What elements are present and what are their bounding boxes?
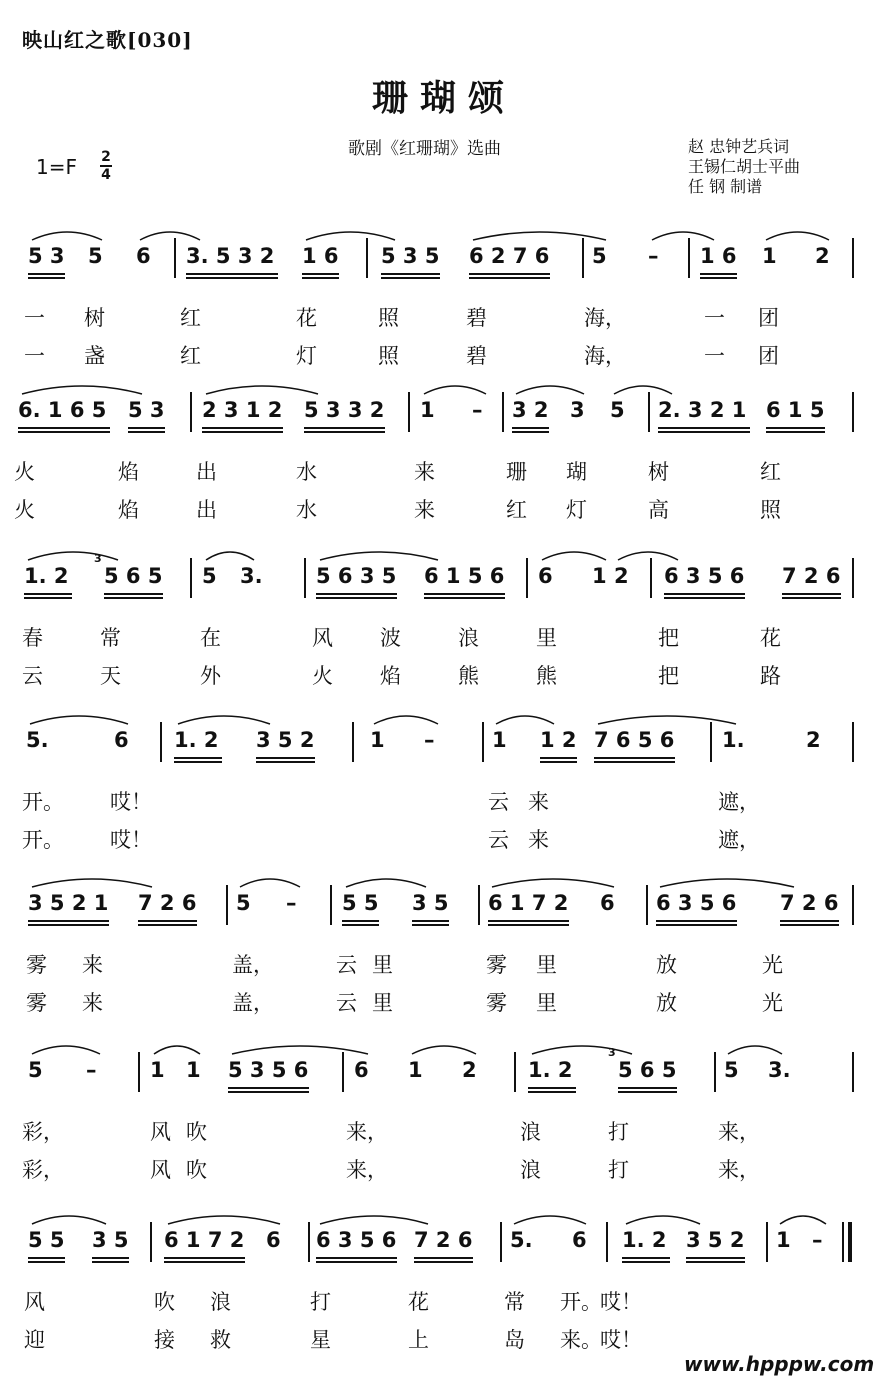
lyric-verse2: 放 xyxy=(656,991,677,1015)
lyric-verse2: 里 xyxy=(372,991,393,1015)
lyric-verse1: 出 xyxy=(196,460,217,484)
lyric-verse1: 云 xyxy=(336,953,357,977)
lyric-verse1: 遮， xyxy=(718,790,760,814)
note-group: 2. 3 2 1 xyxy=(658,398,747,422)
lyric-verse1: 一 xyxy=(24,306,45,330)
credit-composer: 王锡仁胡士平曲 xyxy=(688,157,801,176)
note-group: 2 xyxy=(614,564,629,588)
lyric-verse2: 遮， xyxy=(718,828,760,852)
lyric-verse1: 在 xyxy=(200,626,221,650)
bar-line xyxy=(852,722,854,762)
lyric-verse2: 火 xyxy=(312,664,333,688)
note-group: – xyxy=(812,1228,823,1252)
note-group: 1 xyxy=(592,564,607,588)
lyric-verse1: 水 xyxy=(296,460,317,484)
bar-line xyxy=(174,238,176,278)
bar-line xyxy=(606,1222,608,1262)
lyric-verse2: 上 xyxy=(408,1328,429,1352)
lyric-verse2: 天 xyxy=(100,664,121,688)
slur-arc xyxy=(614,386,672,394)
bar-line xyxy=(852,1052,854,1092)
lyric-verse1: 雾 xyxy=(26,953,47,977)
lyric-verse1: 海， xyxy=(584,306,626,330)
note-group: 6 3 5 6 xyxy=(656,891,737,915)
lyric-verse2: 焰 xyxy=(380,664,401,688)
key-signature: 1=F xyxy=(36,155,77,179)
bar-line xyxy=(478,885,480,925)
slur-arc xyxy=(780,1216,826,1224)
note-group: 5 3 xyxy=(28,244,65,268)
bar-line xyxy=(304,558,306,598)
slur-arc xyxy=(532,1046,632,1054)
note-group: 6 1 5 xyxy=(766,398,825,422)
note-group: 5 xyxy=(28,1058,43,1082)
note-group: 1. xyxy=(722,728,745,752)
note-group: 3. xyxy=(768,1058,791,1082)
slur-arc xyxy=(542,552,606,560)
note-group: 3. 5 3 2 xyxy=(186,244,275,268)
lyric-verse2: 哎！ xyxy=(110,828,152,852)
bar-line xyxy=(526,558,528,598)
note-group: 5 3 5 6 xyxy=(228,1058,309,1082)
final-bar-line xyxy=(848,1222,852,1262)
lyric-verse2: 云 xyxy=(336,991,357,1015)
note-group: 6 xyxy=(572,1228,587,1252)
slur-arc xyxy=(22,386,142,394)
bar-line xyxy=(710,722,712,762)
slur-arc xyxy=(32,1216,106,1224)
note-group: 5 xyxy=(592,244,607,268)
lyric-verse2: 外 xyxy=(200,664,221,688)
lyric-verse2: 哎！ xyxy=(600,1328,642,1352)
slur-arc xyxy=(424,386,486,394)
slur-arc xyxy=(412,1046,476,1054)
slur-arc xyxy=(660,879,794,887)
note-group: 6 3 5 6 xyxy=(316,1228,397,1252)
lyric-verse2: 出 xyxy=(196,498,217,522)
lyric-verse2: 接 xyxy=(154,1328,175,1352)
note-group: 6 xyxy=(136,244,151,268)
lyric-verse1: 花 xyxy=(296,306,317,330)
bar-line xyxy=(514,1052,516,1092)
lyric-verse1: 焰 xyxy=(118,460,139,484)
lyric-verse1: 花 xyxy=(760,626,781,650)
note-group: 5 xyxy=(202,564,217,588)
note-group: – xyxy=(648,244,659,268)
lyric-verse1: 彩， xyxy=(22,1120,64,1144)
note-group: 6. 1 6 5 xyxy=(18,398,107,422)
note-group: 7 6 5 6 xyxy=(594,728,675,752)
lyric-verse2: 熊 xyxy=(458,664,479,688)
bar-line xyxy=(582,238,584,278)
bar-line xyxy=(330,885,332,925)
bar-line xyxy=(366,238,368,278)
lyric-verse2: 红 xyxy=(506,498,527,522)
lyric-verse1: 风 xyxy=(150,1120,171,1144)
note-group: 1. 2 xyxy=(24,564,69,588)
note-group: 1. 2 xyxy=(528,1058,573,1082)
lyric-verse2: 彩， xyxy=(22,1158,64,1182)
note-group: 1 xyxy=(492,728,507,752)
lyric-verse2: 来。 xyxy=(560,1328,602,1352)
lyric-verse1: 雾 xyxy=(486,953,507,977)
slur-arc xyxy=(154,1046,200,1054)
note-group: 6 xyxy=(600,891,615,915)
bar-line xyxy=(646,885,648,925)
lyric-verse2: 把 xyxy=(658,664,679,688)
slur-arc xyxy=(206,386,318,394)
slur-arc xyxy=(496,716,554,724)
lyric-verse1: 里 xyxy=(536,953,557,977)
note-group: 7 2 6 xyxy=(780,891,839,915)
note-group: 3. xyxy=(240,564,263,588)
lyric-verse1: 开。 xyxy=(22,790,64,814)
lyric-verse2: 来， xyxy=(718,1158,760,1182)
note-group: 2 3 1 2 xyxy=(202,398,283,422)
bar-line xyxy=(688,238,690,278)
lyric-verse1: 里 xyxy=(536,626,557,650)
lyric-verse1: 树 xyxy=(84,306,105,330)
lyric-verse1: 风 xyxy=(24,1290,45,1314)
note-group: 6 1 7 2 xyxy=(164,1228,245,1252)
lyric-verse1: 春 xyxy=(22,626,43,650)
bar-line xyxy=(766,1222,768,1262)
lyric-verse2: 里 xyxy=(536,991,557,1015)
slur-arc xyxy=(178,716,270,724)
note-group: 6 xyxy=(538,564,553,588)
lyric-verse1: 红 xyxy=(180,306,201,330)
note-group: 2 xyxy=(815,244,830,268)
slur-arc xyxy=(30,716,128,724)
lyric-verse2: 雾 xyxy=(26,991,47,1015)
note-group: 1 2 xyxy=(540,728,577,752)
note-group: 6 xyxy=(354,1058,369,1082)
note-group: 3 5 xyxy=(412,891,449,915)
bar-line xyxy=(342,1052,344,1092)
lyric-verse1: 照 xyxy=(378,306,399,330)
bar-line xyxy=(714,1052,716,1092)
lyric-verse2: 红 xyxy=(180,344,201,368)
lyric-verse2: 团 xyxy=(758,344,779,368)
note-group: 6 xyxy=(114,728,129,752)
lyric-verse1: 碧 xyxy=(466,306,487,330)
lyric-verse2: 吹 xyxy=(186,1158,207,1182)
lyric-verse1: 打 xyxy=(608,1120,629,1144)
lyric-verse1: 吹 xyxy=(154,1290,175,1314)
lyric-verse2: 盏 xyxy=(84,344,105,368)
slur-arc xyxy=(240,879,300,887)
note-group: 3 xyxy=(570,398,585,422)
lyric-verse1: 光 xyxy=(762,953,783,977)
note-group: 1. 2 xyxy=(622,1228,667,1252)
lyric-verse1: 常 xyxy=(504,1290,525,1314)
bar-line xyxy=(852,392,854,432)
time-denominator: 4 xyxy=(101,167,111,183)
lyric-verse2: 光 xyxy=(762,991,783,1015)
lyric-verse1: 哎！ xyxy=(110,790,152,814)
lyric-verse1: 来， xyxy=(346,1120,388,1144)
note-group: 1 xyxy=(186,1058,201,1082)
watermark: www.hpppw.com xyxy=(684,1352,875,1376)
lyric-verse1: 树 xyxy=(648,460,669,484)
lyric-verse2: 岛 xyxy=(504,1328,525,1352)
note-group: 1 xyxy=(762,244,777,268)
series-label: 映山红之歌[030] xyxy=(22,28,193,52)
bar-line xyxy=(190,392,192,432)
bar-line xyxy=(226,885,228,925)
note-group: 1 xyxy=(776,1228,791,1252)
slur-arc xyxy=(140,232,200,240)
note-group: 5 6 3 5 xyxy=(316,564,397,588)
note-group: 1 xyxy=(150,1058,165,1082)
song-title: 珊瑚颂 xyxy=(371,77,516,119)
lyric-verse1: 盖， xyxy=(232,953,274,977)
note-group: 7 2 6 xyxy=(414,1228,473,1252)
lyric-verse2: 灯 xyxy=(296,344,317,368)
slur-arc xyxy=(766,232,829,240)
grace-note: 3 xyxy=(94,552,102,565)
slur-arc xyxy=(728,1046,782,1054)
lyric-verse2: 打 xyxy=(608,1158,629,1182)
bar-line xyxy=(852,238,854,278)
note-group: 1 xyxy=(370,728,385,752)
lyric-verse2: 雾 xyxy=(486,991,507,1015)
lyric-verse2: 高 xyxy=(648,498,669,522)
lyric-verse1: 浪 xyxy=(520,1120,541,1144)
lyric-verse2: 盖， xyxy=(232,991,274,1015)
note-group: 6 3 5 6 xyxy=(664,564,745,588)
lyric-verse2: 焰 xyxy=(118,498,139,522)
bar-line xyxy=(482,722,484,762)
note-group: 5 xyxy=(88,244,103,268)
lyric-verse2: 熊 xyxy=(536,664,557,688)
bar-line xyxy=(352,722,354,762)
lyric-verse1: 云 xyxy=(488,790,509,814)
bar-line xyxy=(138,1052,140,1092)
lyric-verse2: 浪 xyxy=(520,1158,541,1182)
note-group: 1 6 xyxy=(700,244,737,268)
note-group: 2 xyxy=(806,728,821,752)
note-group: 1. 2 xyxy=(174,728,219,752)
slur-arc xyxy=(206,552,254,560)
slur-arc xyxy=(516,386,584,394)
slur-arc xyxy=(32,879,152,887)
lyric-verse1: 常 xyxy=(100,626,121,650)
lyric-verse1: 来 xyxy=(414,460,435,484)
note-group: – xyxy=(424,728,435,752)
note-group: 1 6 xyxy=(302,244,339,268)
lyric-verse2: 海， xyxy=(584,344,626,368)
note-group: – xyxy=(286,891,297,915)
lyric-verse2: 来， xyxy=(346,1158,388,1182)
time-numerator: 2 xyxy=(101,149,111,165)
note-group: 6 xyxy=(266,1228,281,1252)
lyric-verse1: 哎！ xyxy=(600,1290,642,1314)
bar-line xyxy=(160,722,162,762)
slur-arc xyxy=(374,716,438,724)
note-group: 5. xyxy=(510,1228,533,1252)
lyric-verse2: 路 xyxy=(760,664,781,688)
slur-arc xyxy=(320,552,438,560)
note-group: 5. xyxy=(26,728,49,752)
bar-line xyxy=(150,1222,152,1262)
slur-arc xyxy=(473,232,606,240)
note-group: 5 3 3 2 xyxy=(304,398,385,422)
note-group: 6 1 7 2 xyxy=(488,891,569,915)
lyric-verse2: 来 xyxy=(414,498,435,522)
note-group: 5 6 5 xyxy=(618,1058,677,1082)
slur-arc xyxy=(168,1216,280,1224)
note-group: 5 5 xyxy=(342,891,379,915)
lyric-verse2: 照 xyxy=(378,344,399,368)
grace-note: 3 xyxy=(608,1046,616,1059)
bar-line xyxy=(852,558,854,598)
lyric-verse1: 珊 xyxy=(506,460,527,484)
lyric-verse2: 来 xyxy=(82,991,103,1015)
note-group: 5 3 xyxy=(128,398,165,422)
lyric-verse2: 来 xyxy=(528,828,549,852)
bar-line xyxy=(502,392,504,432)
credit-transcriber: 任 钢 制谱 xyxy=(688,177,763,196)
lyric-verse1: 波 xyxy=(380,626,401,650)
slur-arc xyxy=(618,552,678,560)
lyric-verse2: 一 xyxy=(704,344,725,368)
slur-arc xyxy=(32,1046,100,1054)
lyric-verse1: 红 xyxy=(760,460,781,484)
slur-arc xyxy=(32,232,102,240)
note-group: 5 xyxy=(610,398,625,422)
lyric-verse1: 里 xyxy=(372,953,393,977)
lyric-verse1: 浪 xyxy=(458,626,479,650)
lyric-verse1: 火 xyxy=(14,460,35,484)
lyric-verse2: 开。 xyxy=(22,828,64,852)
slur-arc xyxy=(320,1216,428,1224)
slur-arc xyxy=(626,1216,700,1224)
note-group: 7 2 6 xyxy=(782,564,841,588)
slur-arc xyxy=(28,552,118,560)
lyric-verse2: 救 xyxy=(210,1328,231,1352)
slur-arc xyxy=(306,232,395,240)
note-group: 5 xyxy=(236,891,251,915)
slur-arc xyxy=(652,232,714,240)
lyric-verse1: 花 xyxy=(408,1290,429,1314)
lyric-verse1: 把 xyxy=(658,626,679,650)
lyric-verse1: 团 xyxy=(758,306,779,330)
lyric-verse1: 浪 xyxy=(210,1290,231,1314)
note-group: 5 5 xyxy=(28,1228,65,1252)
note-group: 6 1 5 6 xyxy=(424,564,505,588)
bar-line xyxy=(408,392,410,432)
note-group: 5 6 5 xyxy=(104,564,163,588)
lyric-verse2: 照 xyxy=(760,498,781,522)
note-group: 2 xyxy=(462,1058,477,1082)
lyric-verse1: 打 xyxy=(310,1290,331,1314)
final-bar-line xyxy=(842,1222,844,1262)
slur-arc xyxy=(232,1046,368,1054)
lyric-verse1: 来 xyxy=(528,790,549,814)
lyric-verse2: 迎 xyxy=(24,1328,45,1352)
lyric-verse1: 开。 xyxy=(560,1290,602,1314)
note-group: 3 5 2 xyxy=(256,728,315,752)
lyric-verse2: 云 xyxy=(22,664,43,688)
bar-line xyxy=(308,1222,310,1262)
lyric-verse1: 一 xyxy=(704,306,725,330)
lyric-verse1: 吹 xyxy=(186,1120,207,1144)
note-group: 5 3 5 xyxy=(381,244,440,268)
lyric-verse1: 风 xyxy=(312,626,333,650)
bar-line xyxy=(500,1222,502,1262)
bar-line xyxy=(650,558,652,598)
slur-arc xyxy=(346,879,426,887)
lyric-verse1: 来， xyxy=(718,1120,760,1144)
slur-arc xyxy=(492,879,614,887)
lyric-verse2: 水 xyxy=(296,498,317,522)
credit-lyricist: 赵 忠钟艺兵词 xyxy=(688,137,790,156)
lyric-verse1: 瑚 xyxy=(566,460,587,484)
note-group: 3 5 2 1 xyxy=(28,891,109,915)
note-group: 1 xyxy=(420,398,435,422)
note-group: 3 5 xyxy=(92,1228,129,1252)
lyric-verse2: 云 xyxy=(488,828,509,852)
note-group: 3 2 xyxy=(512,398,549,422)
note-group: 5 xyxy=(724,1058,739,1082)
slur-arc xyxy=(598,716,736,724)
note-group: 3 5 2 xyxy=(686,1228,745,1252)
lyric-verse1: 放 xyxy=(656,953,677,977)
lyric-verse2: 星 xyxy=(310,1328,331,1352)
bar-line xyxy=(190,558,192,598)
note-group: 7 2 6 xyxy=(138,891,197,915)
lyric-verse2: 风 xyxy=(150,1158,171,1182)
lyric-verse2: 灯 xyxy=(566,498,587,522)
note-group: – xyxy=(86,1058,97,1082)
note-group: 6 2 7 6 xyxy=(469,244,550,268)
source-note: 歌剧《红珊瑚》选曲 xyxy=(348,139,501,159)
lyric-verse2: 火 xyxy=(14,498,35,522)
bar-line xyxy=(852,885,854,925)
bar-line xyxy=(648,392,650,432)
lyric-verse2: 一 xyxy=(24,344,45,368)
note-group: – xyxy=(472,398,483,422)
slur-arc xyxy=(514,1216,586,1224)
note-group: 1 xyxy=(408,1058,423,1082)
lyric-verse1: 来 xyxy=(82,953,103,977)
lyric-verse2: 碧 xyxy=(466,344,487,368)
